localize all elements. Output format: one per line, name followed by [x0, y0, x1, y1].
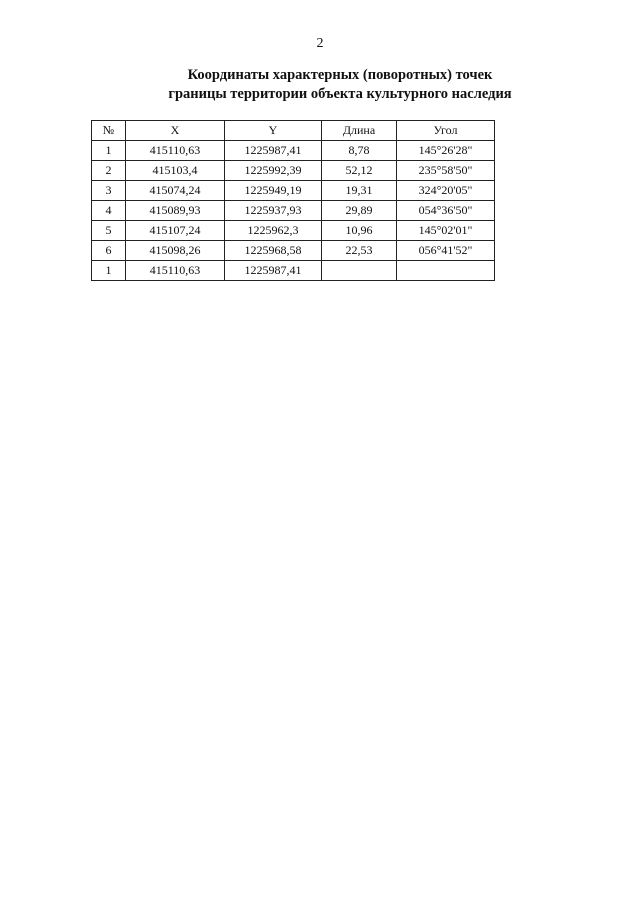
title-line-1: Координаты характерных (поворотных) точек	[187, 67, 493, 83]
cell-number: 3	[92, 181, 126, 201]
cell-y: 1225968,58	[225, 241, 322, 261]
cell-angle	[397, 261, 495, 281]
table-row	[92, 201, 495, 221]
cell-number: 4	[92, 201, 126, 221]
table-row	[92, 141, 495, 161]
header-angle: Угол	[397, 121, 495, 141]
cell-number: 1	[92, 141, 126, 161]
cell-y: 1225987,41	[225, 141, 322, 161]
cell-angle: 235°58'50"	[397, 161, 495, 181]
header-number: №	[92, 121, 126, 141]
cell-angle: 054°36'50"	[397, 201, 495, 221]
coordinates-table	[91, 120, 495, 281]
document-title	[140, 66, 540, 104]
cell-number: 2	[92, 161, 126, 181]
table-row	[92, 161, 495, 181]
page-number: 2	[316, 36, 324, 51]
cell-angle: 324°20'05"	[397, 181, 495, 201]
table-header-row	[92, 121, 495, 141]
cell-length: 52,12	[322, 161, 397, 181]
table-row	[92, 261, 495, 281]
cell-length: 22,53	[322, 241, 397, 261]
cell-y: 1225992,39	[225, 161, 322, 181]
cell-x: 415107,24	[126, 221, 225, 241]
cell-length: 8,78	[322, 141, 397, 161]
cell-x: 415074,24	[126, 181, 225, 201]
table-row	[92, 221, 495, 241]
table-row	[92, 241, 495, 261]
cell-y: 1225949,19	[225, 181, 322, 201]
header-length: Длина	[322, 121, 397, 141]
cell-x: 415110,63	[126, 261, 225, 281]
cell-angle: 145°26'28"	[397, 141, 495, 161]
cell-number: 1	[92, 261, 126, 281]
cell-y: 1225987,41	[225, 261, 322, 281]
cell-length: 10,96	[322, 221, 397, 241]
cell-angle: 056°41'52"	[397, 241, 495, 261]
header-x: X	[126, 121, 225, 141]
cell-length	[322, 261, 397, 281]
cell-x: 415103,4	[126, 161, 225, 181]
header-y: Y	[225, 121, 322, 141]
cell-x: 415089,93	[126, 201, 225, 221]
table-row	[92, 181, 495, 201]
title-line-2: границы территории объекта культурного наследия	[168, 86, 512, 102]
cell-angle: 145°02'01"	[397, 221, 495, 241]
cell-length: 29,89	[322, 201, 397, 221]
cell-length: 19,31	[322, 181, 397, 201]
cell-number: 5	[92, 221, 126, 241]
cell-x: 415098,26	[126, 241, 225, 261]
cell-y: 1225962,3	[225, 221, 322, 241]
cell-x: 415110,63	[126, 141, 225, 161]
cell-y: 1225937,93	[225, 201, 322, 221]
cell-number: 6	[92, 241, 126, 261]
